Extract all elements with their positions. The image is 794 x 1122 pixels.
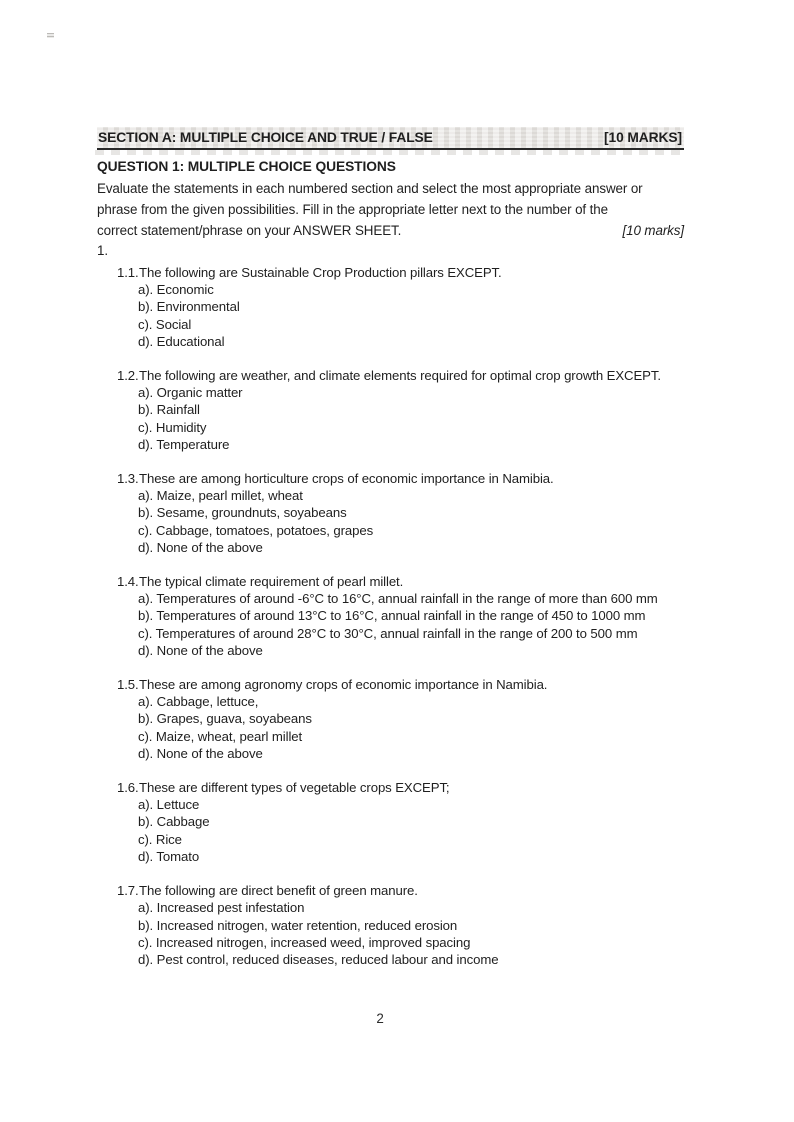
option-d: d). Educational xyxy=(138,333,225,349)
question-text: These are different types of vegetable crops EXCEPT; xyxy=(139,780,450,796)
option-a: a). Cabbage, lettuce, xyxy=(138,694,259,710)
question-number: 1.5. xyxy=(117,677,139,693)
question-number: 1.1. xyxy=(117,265,139,280)
page-number: 2 xyxy=(376,1011,384,1026)
option-list xyxy=(117,899,684,968)
option-list xyxy=(117,796,684,865)
question-number: 1.2. xyxy=(117,368,139,384)
question-number: 1.6. xyxy=(117,780,139,796)
option-list xyxy=(117,590,684,659)
option-list xyxy=(117,487,684,556)
option-d: d). Tomato xyxy=(138,848,200,864)
option-a: a). Increased pest infestation xyxy=(138,900,305,916)
option-d: d). None of the above xyxy=(138,642,263,658)
section-title: SECTION A: MULTIPLE CHOICE AND TRUE / FALSE xyxy=(98,130,433,145)
scan-smudge-mark xyxy=(47,33,54,38)
question-text: These are among agronomy crops of economic importance in Namibia. xyxy=(139,677,548,693)
option-a: a). Maize, pearl millet, wheat xyxy=(138,488,303,504)
option-c: c). Temperatures of around 28°C to 30°C, annual rainfall in the range of 200 to 500 mm xyxy=(138,625,638,641)
question-text: These are among horticulture crops of economic importance in Namibia. xyxy=(139,471,554,487)
option-c: c). Rice xyxy=(138,831,182,847)
option-a: a). Organic matter xyxy=(138,385,243,401)
instruction-line: phrase from the given possibilities. Fill in the appropriate letter next to the number of the xyxy=(97,202,608,217)
question-text: The following are Sustainable Crop Production pillars EXCEPT. xyxy=(139,265,502,280)
option-list xyxy=(117,384,684,453)
instruction-line: Evaluate the statements in each numbered section and select the most appropriate answer or xyxy=(97,181,643,196)
option-c: c). Humidity xyxy=(138,419,207,435)
option-a: a). Lettuce xyxy=(138,797,200,813)
option-d: d). Temperature xyxy=(138,436,230,452)
list-number: 1. xyxy=(97,243,108,258)
question-number: 1.7. xyxy=(117,883,139,899)
question-text-line xyxy=(117,264,684,281)
option-b: b). Sesame, groundnuts, soyabeans xyxy=(138,505,347,521)
option-c: c). Increased nitrogen, increased weed, improved spacing xyxy=(138,934,471,950)
option-b: b). Grapes, guava, soyabeans xyxy=(138,711,312,727)
question-text: The following are weather, and climate elements required for optimal crop growth EXCEPT. xyxy=(139,368,661,384)
option-list xyxy=(117,693,684,762)
question-1-3 xyxy=(97,470,684,556)
option-b: b). Increased nitrogen, water retention, reduced erosion xyxy=(138,917,458,933)
question-number: 1.4. xyxy=(117,574,139,590)
option-a: a). Temperatures of around -6°C to 16°C, annual rainfall in the range of more than 600 mm xyxy=(138,591,658,607)
instructions xyxy=(97,178,684,241)
option-list xyxy=(117,281,684,350)
option-b: b). Environmental xyxy=(138,299,240,315)
section-marks: [10 MARKS] xyxy=(604,130,682,145)
instruction-line xyxy=(97,220,684,241)
page-content xyxy=(97,127,684,985)
question-text-line xyxy=(117,676,684,693)
question-1-5 xyxy=(97,676,684,762)
question-text-line xyxy=(117,573,684,590)
question-1-1 xyxy=(97,264,684,350)
option-c: c). Cabbage, tomatoes, potatoes, grapes xyxy=(138,522,374,538)
option-a: a). Economic xyxy=(138,282,214,298)
question-text-line xyxy=(117,367,684,384)
question-text-line xyxy=(117,779,684,796)
question-1-7 xyxy=(97,882,684,968)
question-text-line xyxy=(117,470,684,487)
question-1-6 xyxy=(97,779,684,865)
option-c: c). Social xyxy=(138,316,192,332)
question-1-4 xyxy=(97,573,684,659)
option-d: d). None of the above xyxy=(138,745,263,761)
question-text: The typical climate requirement of pearl millet. xyxy=(139,574,404,590)
marks-note: [10 marks] xyxy=(622,223,684,238)
section-header xyxy=(97,127,684,150)
option-b: b). Temperatures of around 13°C to 16°C, annual rainfall in the range of 450 to 1000 mm xyxy=(138,608,646,624)
option-b: b). Rainfall xyxy=(138,402,200,418)
question-1-2 xyxy=(97,367,684,453)
option-d: d). None of the above xyxy=(138,539,263,555)
option-d: d). Pest control, reduced diseases, reduced labour and income xyxy=(138,951,499,967)
option-b: b). Cabbage xyxy=(138,814,210,830)
instruction-line-text: correct statement/phrase on your ANSWER SHEET. xyxy=(97,223,402,238)
question-text: The following are direct benefit of green manure. xyxy=(139,883,418,899)
question-list xyxy=(97,264,684,968)
option-c: c). Maize, wheat, pearl millet xyxy=(138,728,303,744)
question-text-line xyxy=(117,882,684,899)
question1-heading: QUESTION 1: MULTIPLE CHOICE QUESTIONS xyxy=(97,159,396,174)
question-number: 1.3. xyxy=(117,471,139,487)
